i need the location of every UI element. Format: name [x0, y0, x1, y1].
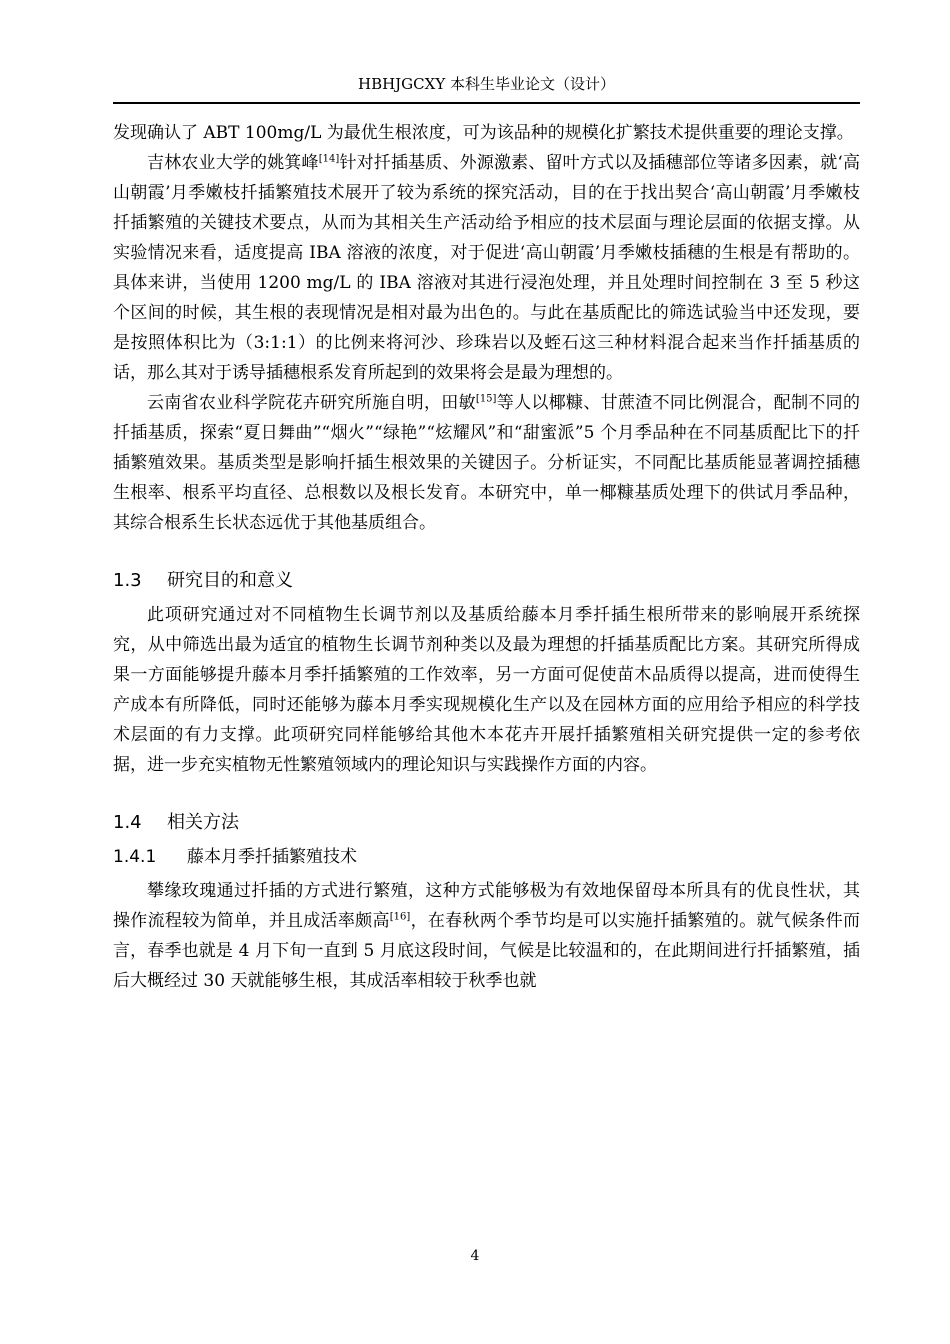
citation-ref-14: [14] — [318, 153, 340, 165]
page-number: 4 — [470, 1248, 480, 1264]
section-number: 1.3 — [113, 570, 142, 591]
spacer — [113, 538, 860, 566]
citation-ref-16: [16] — [389, 911, 411, 923]
paragraph-method — [113, 876, 860, 996]
section-heading-1-4 — [113, 808, 860, 838]
paragraph-text: 此项研究通过对不同植物生长调节剂以及基质给藤本月季扦插生根所带来的影响展开系统探究，从中筛选出最为适宜的植物生长调节剂种类以及最为理想的扦插基质配比方案。其研究所得成果一方面能够提升藤本月季扦插繁殖的工作效率，另一方面可促使苗木品质得以提高，进而使得生产成本有所降低，同时还能够为藤本月季实现规模化生产以及在园林方面的应用给予相应的科学技术层面的有力支撑。此项研究同样能够给其他木本花卉开展扦插繁殖相关研究提供一定的参考依据，进一步充实植物无性繁殖领域内的理论知识与实践操作方面的内容。 — [113, 605, 860, 775]
page-header — [113, 70, 860, 104]
paragraph-text: 等人以椰糠、甘蔗渣不同比例混合，配制不同的扦插基质，探索“夏日舞曲”“烟火”“绿艳”“炫耀风”和“甜蜜派”5 个月季品种在不同基质配比下的扦插繁殖效果。基质类型是影响扦插生根效果的关键因子。分析证实，不同配比基质能显著调控插穗生根率、根系平均直径、总根数以及根长发育。本研究中，单一椰糠基质处理下的供试月季品种，其综合根系生长状态远优于其他基质组合。 — [113, 393, 860, 533]
section-heading-1-3 — [113, 566, 860, 596]
section-title: 研究目的和意义 — [167, 570, 293, 591]
subsection-title: 藤本月季扦插繁殖技术 — [187, 847, 357, 867]
section-title: 相关方法 — [167, 812, 239, 833]
subsection-number: 1.4.1 — [113, 847, 157, 867]
citation-ref-15: [15] — [475, 393, 497, 405]
paragraph-text: 云南省农业科学院花卉研究所施自明，田敏 — [147, 393, 476, 413]
paragraph-purpose — [113, 600, 860, 780]
paragraph-yao — [113, 148, 860, 388]
paragraph-text: 针对扦插基质、外源激素、留叶方式以及插穗部位等诸多因素，就‘高山朝霞’月季嫩枝扦插繁殖技术展开了较为系统的探究活动，目的在于找出契合‘高山朝霞’月季嫩枝扦插繁殖的关键技术要点，从而为其相关生产活动给予相应的技术层面与理论层面的依据支撑。从实验情况来看，适度提高 IBA 溶液的浓度，对于促进‘高山朝霞’月季嫩枝插穗的生根是有帮助的。具体来讲，当使用 1200 mg/L 的 IBA 溶液对其进行浸泡处理，并且处理时间控制在 3 至 5 秒这个区间的时候，其生根的表现情况是相对最为出色的。与此在基质配比的筛选试验当中还发现，要是按照体积比为（3:1:1）的比例来将河沙、珍珠岩以及蛭石这三种材料混合起来当作扦插基质的话，那么其对于诱导插穗根系发育所起到的效果将会是最为理想的。 — [113, 153, 861, 383]
paragraph-text: 吉林农业大学的姚箕峰 — [147, 153, 319, 173]
subsection-heading-1-4-1 — [113, 842, 860, 872]
page-body — [113, 118, 860, 996]
header-title: HBHJGCXY 本科生毕业论文（设计） — [357, 75, 615, 93]
paragraph-text: ，在春秋两个季节均是可以实施扦插繁殖的。就气候条件而言，春季也就是 4 月下旬一直到 5 月底这段时间，气候是比较温和的，在此期间进行扦插繁殖，插后大概经过 30 天就能够生根，其成活率相较于秋季也就 — [113, 911, 860, 991]
paragraph-text: 发现确认了 ABT 100mg/L 为最优生根浓度，可为该品种的规模化扩繁技术提供重要的理论支撑。 — [113, 123, 854, 143]
paragraph-continued — [113, 118, 860, 148]
paragraph-text: 攀缘玫瑰通过扦插的方式进行繁殖，这种方式能够极为有效地保留母本所具有的优良性状，其操作流程较为简单，并且成活率颇高 — [113, 881, 860, 931]
spacer — [113, 780, 860, 808]
paragraph-yunnan — [113, 388, 860, 538]
section-number: 1.4 — [113, 812, 142, 833]
